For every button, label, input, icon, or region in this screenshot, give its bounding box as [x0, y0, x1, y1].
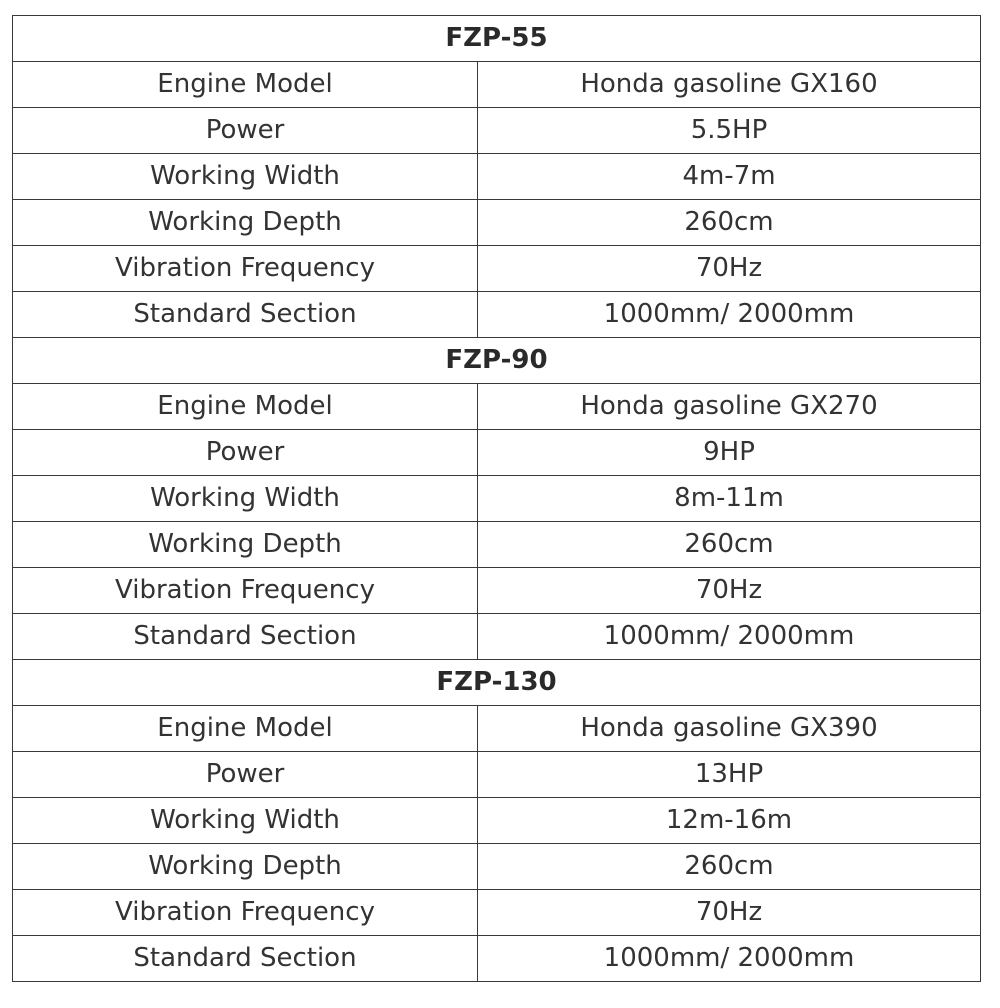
spec-value: 13HP	[478, 752, 981, 798]
table-row	[13, 476, 981, 522]
spec-value: 12m-16m	[478, 798, 981, 844]
spec-table	[12, 15, 981, 982]
spec-value: Honda gasoline GX390	[478, 706, 981, 752]
table-row	[13, 706, 981, 752]
spec-label: Working Width	[13, 154, 478, 200]
table-row	[13, 200, 981, 246]
table-row	[13, 522, 981, 568]
spec-value: 4m-7m	[478, 154, 981, 200]
spec-label: Working Depth	[13, 844, 478, 890]
table-row	[13, 62, 981, 108]
model-title: FZP-90	[13, 338, 981, 384]
spec-value: 260cm	[478, 844, 981, 890]
spec-value: Honda gasoline GX270	[478, 384, 981, 430]
spec-label: Standard Section	[13, 292, 478, 338]
table-row	[13, 108, 981, 154]
table-row	[13, 936, 981, 982]
table-row	[13, 890, 981, 936]
spec-label: Power	[13, 430, 478, 476]
section-header-row	[13, 338, 981, 384]
spec-value: 1000mm/ 2000mm	[478, 936, 981, 982]
spec-label: Standard Section	[13, 936, 478, 982]
spec-value: 70Hz	[478, 246, 981, 292]
spec-label: Vibration Frequency	[13, 568, 478, 614]
model-title: FZP-55	[13, 16, 981, 62]
table-row	[13, 568, 981, 614]
table-row	[13, 844, 981, 890]
spec-label: Working Width	[13, 798, 478, 844]
spec-value: 260cm	[478, 522, 981, 568]
spec-label: Working Depth	[13, 522, 478, 568]
table-row	[13, 246, 981, 292]
spec-label: Power	[13, 752, 478, 798]
section-header-row	[13, 16, 981, 62]
spec-label: Standard Section	[13, 614, 478, 660]
spec-label: Engine Model	[13, 384, 478, 430]
table-row	[13, 430, 981, 476]
spec-label: Vibration Frequency	[13, 890, 478, 936]
spec-value: 5.5HP	[478, 108, 981, 154]
spec-label: Engine Model	[13, 62, 478, 108]
spec-value: 9HP	[478, 430, 981, 476]
spec-label: Engine Model	[13, 706, 478, 752]
spec-label: Power	[13, 108, 478, 154]
section-header-row	[13, 660, 981, 706]
spec-value: 8m-11m	[478, 476, 981, 522]
table-row	[13, 384, 981, 430]
model-title: FZP-130	[13, 660, 981, 706]
table-row	[13, 154, 981, 200]
table-row	[13, 292, 981, 338]
spec-label: Working Width	[13, 476, 478, 522]
spec-value: 70Hz	[478, 890, 981, 936]
spec-value: 70Hz	[478, 568, 981, 614]
table-row	[13, 614, 981, 660]
spec-label: Vibration Frequency	[13, 246, 478, 292]
spec-value: Honda gasoline GX160	[478, 62, 981, 108]
spec-value: 260cm	[478, 200, 981, 246]
spec-value: 1000mm/ 2000mm	[478, 292, 981, 338]
table-row	[13, 752, 981, 798]
table-row	[13, 798, 981, 844]
spec-label: Working Depth	[13, 200, 478, 246]
spec-value: 1000mm/ 2000mm	[478, 614, 981, 660]
